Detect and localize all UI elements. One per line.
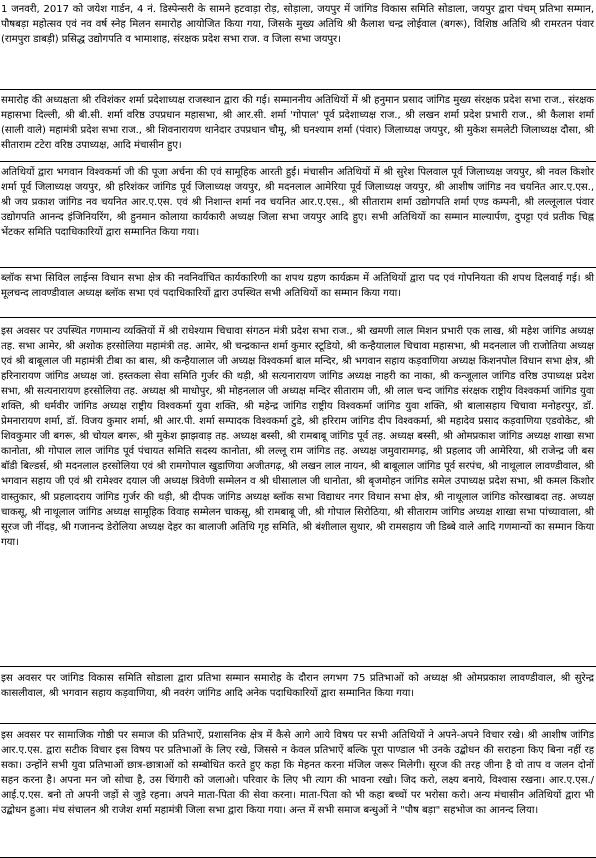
paragraph-event-intro: 1 जनवरी, 2017 को जयेश गार्डन, 4 नं. डिस्पेन्सरी के सामने हटवाड़ा रोड़, सोड़ाला, जयपुर में जांगिड विकास समिति सोडाला, जयपुर द्वारा पंचम् प्रतिभा सम्मान, पौषबड़ा महोत्सव एवं नव वर्ष स्नेह मिलन समारोह आयोजित किया गया, जिसके मुख्य अतिथि श्री कैलाश चन्द्र लोईवाल (बगरू), विशिष्ठ अतिथि श्री रामरतन पंवार (रामपुरा डाबड़ी) प्रसिद्ध उद्योगपति व भामाशाह, संरक्षक प्रदेश सभा राज. व जिला सभा जयपुर। (0, 0, 596, 90)
paragraph-seminar-and-closing: इस अवसर पर सामाजिक गोष्ठी पर समाज की प्रतिभाऐं, प्रशासनिक क्षेत्र में कैसे आगे आये विषय पर सभी अतिथियों ने अपने-अपने विचार रखे। श्री आशीष जांगिड आर.ए.एस. द्वारा सटीक विचार इस विषय पर प्रतिभाओं के लिए रखे, जिससे न केवल प्रतिभाऐं बल्कि पूरा पाण्डाल भी उनके उद्बोधन की सराहना किए बिना नहीं रह सका। उन्होंने सभी युवा प्रतिभाओं छात्र-छात्राओं को सम्बोधित करते हुए कहा कि मेहनत करना मंजिल जरूर मिलेगी। सूरज की तरह जीना है वो ताप व जलन दोनों सहन करना है। अपना मन जो सोचा है, उस चिंगारी को जलाओ। परिवार के लिए भी त्याग की भावना रखो। जिद करो, लक्ष्य बनाये, विश्वास रखना। आर.ए.एस./आई.ए.एस. बनो तो अपनी जड़ों से जुड़े रहना। अपने माता-पिता की सेवा करना। माता-पिता को भी कहा बच्चों पर भरोसा करो। अन्य मंचासीन अतिथियों द्वारा भी उद्बोधन हुआ। मंच संचालन श्री राजेश शर्मा महामंत्री जिला सभा द्वारा किया गया। अन्त में सभी समाज बन्धुओं ने "पौष बड़ा" सहभोज का आनन्द लिया। (0, 724, 596, 858)
paragraph-presiding-guests: समारोह की अध्यक्षता श्री रविशंकर शर्मा प्रदेशाध्यक्ष राजस्थान द्वारा की गई। सम्माननीय अतिथियों में श्री हनुमान प्रसाद जांगिड मुख्य संरक्षक प्रदेश सभा राज., संरक्षक महासभा दिल्ली, श्री बी.सी. शर्मा वरिष्ठ उपप्रधान महासभा, श्री आर.सी. शर्मा 'गोपाल' पूर्व प्रदेशाध्यक्ष राज., श्री लखन शर्मा प्रदेश प्रभारी राज., श्री कैलाश शर्मा (साली वाले) महामंत्री प्रदेश सभा राज., श्री शिवनारायण थानेदार उपप्रधान चौमू, श्री घनश्याम शर्मा (पंवार) जिलाध्यक्ष जयपुर, श्री मुकेश समलेटी जिलाध्यक्ष दौसा, श्री सीताराम टटेरा वरिष्ठ उपाध्यक्ष, आदि मंचासीन हुए। (0, 90, 596, 162)
paragraph-worship-and-felicitation: अतिथियों द्वारा भगवान विश्वकर्मा जी की पूजा अर्चना की एवं सामूहिक आरती हुई। मंचासीन अतिथियों में श्री सुरेश पिलवाल पूर्व जिलाध्यक्ष जयपुर, श्री नवल किशोर शर्मा पूर्व जिलाध्यक्ष जयपुर, श्री हरिशंकर जांगिड पूर्व जिलाध्यक्ष जयपुर, श्री मदनलाल आमेरिया पूर्व जिलाध्यक्ष जयपुर, श्री आशीष जांगिड नव चयनित आर.ए.एस., श्री जय प्रकाश जांगिड नव चयनित आर.ए.एस. एवं श्री निशान्त शर्मा नव चयनित आर.ए.एस., श्री सीताराम शर्मा उद्योगपति शर्मा एण्ड कम्पनी, श्री लल्लूलाल पंवार उद्योगपति आनन्द इंजिनियरिंग, श्री हुनमान कोलाया कार्यकारी अध्यक्ष जिला सभा जयपुर आदि हुए। सभी अतिथियों का सम्मान माल्यार्पण, दुपट्टा एवं प्रतीक चिह्न भेंटकर समिति पदाधिकारियों द्वारा सम्मानित किया गया। (0, 162, 596, 268)
paragraph-talent-awards: इस अवसर पर जांगिड विकास समिति सोडाला द्वारा प्रतिभा सम्मान समारोह के दौरान लगभग 75 प्रतिभाओं को अध्यक्ष श्री ओमप्रकाश लावण्डीवाल, श्री सुरेन्द्र कासलीवाल, श्री भगवान सहाय कड़वाणिया, श्री नवरंग जांगिड आदि अनेक पदाधिकारियों द्वारा सम्मानित किया गया। (0, 667, 596, 724)
paragraph-oath-ceremony: ब्लॉक सभा सिविल लाईन्स विधान सभा क्षेत्र की नवनिर्वाचित कार्यकारिणी का शपथ ग्रहण कार्यक्रम में अतिथियों द्वारा पद एवं गोपनियता की शपथ दिलवाई गई। श्री मूलचन्द लावण्डीवाल अध्यक्ष ब्लॉक सभा एवं पदाधिकारियों द्वारा उपस्थित सभी अतिथियों का सम्मान किया गया। (0, 268, 596, 318)
paragraph-dignitaries-present: इस अवसर पर उपस्थित गणमान्य व्यक्तियों में श्री राधेश्याम चिचावा संगठन मंत्री प्रदेश सभा राज., श्री खमणी लाल मिशन प्रभारी एक लाख, श्री महेश जांगिड अध्यक्ष तह. सभा आमेर, श्री अशोक हरसोलिया महामंत्री तह. आमेर, श्री चन्द्रकान्त शर्मा कुमार स्टूडियो, श्री कन्हैयालाल चिचावा महासभा, श्री मदनलाल जी राजोतिया अध्यक्ष एवं श्री बाबूलाल जी महामंत्री टीबा का बास, श्री कन्हैयालाल जी अध्यक्ष विश्वकर्मा बाल मन्दिर, श्री भगवान सहाय कड़वाणिया अध्यक्ष किशनपोल विधान सभा क्षेत्र, श्री हरिनारायण जांगिड अध्यक्ष जां. हस्तकला सेवा समिति गुर्जर की थड़ी, श्री सत्यनारायण जांगिड अध्यक्ष नाहरी का नाका, श्री कन्जूलाल जांगिड वरिष्ठ उपाध्यक्ष प्रदेश सभा, श्री सत्यनारायण हरसोलिया तह. अध्यक्ष श्री माधोपुर, श्री मोहनलाल जी अध्यक्ष मन्दिर सीताराम जी, श्री लाल चन्द जांगिड संरक्षक राष्ट्रीय विश्वकर्मा जांगिड युवा शक्ति, श्री धर्मवीर जांगिड अध्यक्ष राष्ट्रीय विश्वकर्मा युवा शक्ति, श्री महेन्द्र जांगिड राष्ट्रीय विश्वकर्मा जांगिड युवा शक्ति, श्री बालासहाय चिचावा मनोहरपुर, डॉ. प्रेमनारायण शर्मा, डॉ. विजय कुमार शर्मा, श्री आर.पी. शर्मा सम्पादक विश्वकर्मा टुडे, श्री हरिराम जांगिड दीप विश्वकर्मा, श्री महादेव प्रसाद कड़वाणिया एडवोकेट, श्री शिवकुमार जी बगरू, श्री चोयल बगरू, श्री मुकेश झाझवाड़ तह. अध्यक्ष बस्सी, श्री रामबाबू जांगिड पूर्व तह. अध्यक्ष बस्सी, श्री ओमप्रकाश जांगिड अध्यक्ष शाखा सभा कानोता, श्री गोपाल लाल जांगिड पूर्व पंचायत समिति सदस्य कानोता, श्री लल्लू राम जांगिड तह. अध्यक्ष जमुवारामगढ़, श्री प्रहलाद जी आमेरिया, श्री राजेन्द्र जी बस बॉडी बिल्डर्स, श्री मदनलाल हरसोलिया एवं श्री रामगोपाल खुडाणिया अजीतगढ़, श्री लखन लाल नायन, श्री बाबूलाल जांगिड पूर्व सरपंच, श्री नाथूलाल लावण्डीवाल, श्री भगवान सहाय जी एवं श्री रामेश्वर दयाल जी अध्यक्ष त्रिवेणी सम्मेलन व श्री धीसालाल जी धानोता, श्री बृजमोहन जांगिड समेल उपाध्यक्ष प्रदेश सभा, श्री कमल किशोर वास्तुकार, श्री प्रहलादराय जांगिड गुर्जर की थड़ी, श्री दीपक जांगिड अध्यक्ष ब्लॉक सभा विद्याधर नगर विधान सभा क्षेत्र, श्री नाथूलाल जांगिड कोरखाबदा तह. अध्यक्ष चाकसू, श्री नाथूलाल जांगिड अध्यक्ष सामूहिक विवाह सम्मेलन चाकसू, श्री रामबाबू जी, श्री गोपाल सिरोठिया, श्री सीताराम जांगिड अध्यक्ष शाखा सभा पांच्यावाला, श्री सूरज जी नींदड़, श्री गजानन्द डेरोलिया अध्यक्ष देहर का बालाजी अतिथि गृह समिति, श्री बंशीलाल सुथार, श्री रामसहाय जी डिब्बे वाले आदि गणमान्यों का सम्मान किया गया। (0, 318, 596, 667)
